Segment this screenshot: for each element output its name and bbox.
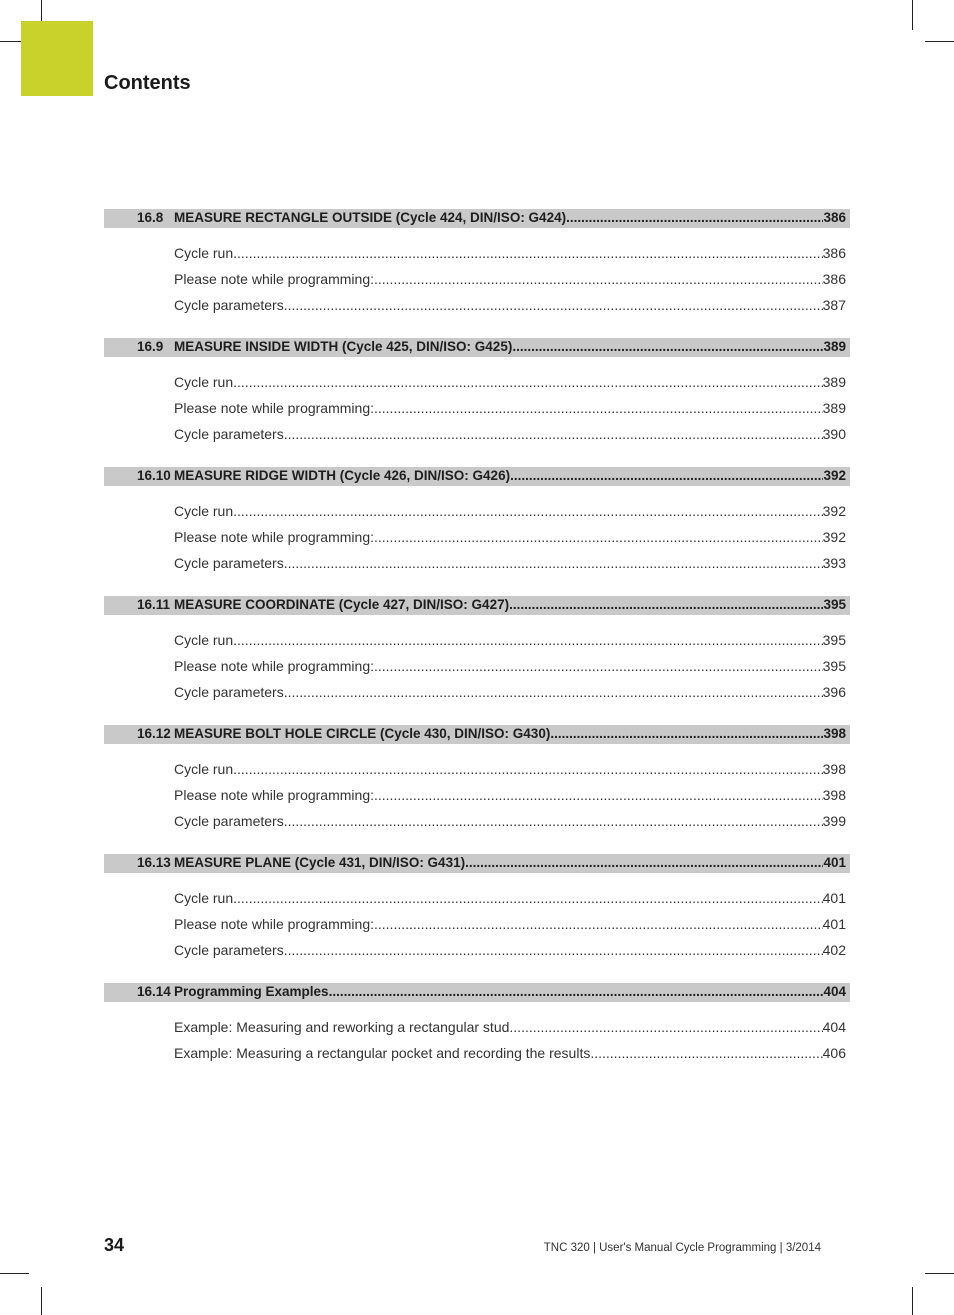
toc-entry[interactable] — [174, 916, 846, 942]
entry-title: Cycle parameters — [174, 813, 284, 829]
toc-entry[interactable] — [174, 374, 846, 400]
entry-page-number: 395 — [822, 632, 846, 648]
toc-entry[interactable] — [174, 1019, 846, 1045]
entry-title: Cycle run — [174, 890, 234, 906]
toc-section — [104, 983, 850, 1086]
crop-mark — [0, 41, 21, 42]
section-page-number: 389 — [823, 339, 846, 354]
entry-title: Cycle run — [174, 374, 234, 390]
entry-page-number: 387 — [822, 297, 846, 313]
section-number: 16.11 — [137, 597, 171, 612]
entry-title: Cycle parameters — [174, 555, 284, 571]
toc-section-heading[interactable] — [104, 983, 850, 1002]
dot-leader — [284, 942, 823, 958]
dot-leader — [509, 597, 823, 612]
toc-section — [104, 467, 850, 596]
entry-title: Please note while programming: — [174, 271, 374, 287]
section-page-number: 395 — [823, 597, 846, 612]
dot-leader — [233, 890, 823, 906]
section-page-number: 398 — [823, 726, 846, 741]
entry-page-number: 393 — [822, 555, 846, 571]
crop-mark — [925, 41, 954, 42]
entry-page-number: 395 — [822, 658, 846, 674]
dot-leader — [284, 684, 823, 700]
crop-mark — [925, 1273, 954, 1274]
dot-leader — [374, 271, 823, 287]
toc-section — [104, 725, 850, 854]
toc-entry[interactable] — [174, 400, 846, 426]
entry-page-number: 401 — [822, 916, 846, 932]
section-title: MEASURE RECTANGLE OUTSIDE (Cycle 424, DIN/ISO: G424) — [174, 210, 567, 225]
crop-mark — [0, 1273, 29, 1274]
section-number: 16.8 — [137, 210, 164, 225]
section-title: MEASURE PLANE (Cycle 431, DIN/ISO: G431) — [174, 855, 466, 870]
dot-leader — [374, 787, 823, 803]
toc-section — [104, 854, 850, 983]
section-title: MEASURE RIDGE WIDTH (Cycle 426, DIN/ISO: G426) — [174, 468, 511, 483]
toc-section-heading[interactable] — [104, 209, 850, 228]
entry-page-number: 396 — [822, 684, 846, 700]
entry-page-number: 389 — [822, 400, 846, 416]
toc-entry[interactable] — [174, 684, 846, 710]
section-title: MEASURE COORDINATE (Cycle 427, DIN/ISO: G427) — [174, 597, 510, 612]
entry-title: Cycle parameters — [174, 684, 284, 700]
crop-mark — [41, 0, 42, 21]
toc-entry[interactable] — [174, 529, 846, 555]
dot-leader — [284, 555, 823, 571]
entry-title: Cycle run — [174, 761, 234, 777]
toc-entry[interactable] — [174, 297, 846, 323]
entry-page-number: 392 — [822, 529, 846, 545]
entry-page-number: 404 — [822, 1019, 846, 1035]
entry-title: Example: Measuring a rectangular pocket and recording the results — [174, 1045, 591, 1061]
entry-title: Please note while programming: — [174, 658, 374, 674]
toc-entry[interactable] — [174, 503, 846, 529]
entry-title: Example: Measuring and reworking a rectangular stud — [174, 1019, 510, 1035]
entry-title: Cycle parameters — [174, 426, 284, 442]
section-page-number: 392 — [823, 468, 846, 483]
entry-page-number: 402 — [822, 942, 846, 958]
toc-section — [104, 596, 850, 725]
entry-page-number: 398 — [822, 787, 846, 803]
toc-entry[interactable] — [174, 787, 846, 813]
section-title: MEASURE INSIDE WIDTH (Cycle 425, DIN/ISO: G425) — [174, 339, 513, 354]
toc-section-heading[interactable] — [104, 338, 850, 357]
dot-leader — [374, 529, 823, 545]
dot-leader — [233, 374, 823, 390]
dot-leader — [284, 813, 823, 829]
toc-section-heading[interactable] — [104, 725, 850, 744]
dot-leader — [550, 726, 823, 741]
toc-entry[interactable] — [174, 658, 846, 684]
dot-leader — [284, 297, 823, 313]
entry-title: Cycle run — [174, 245, 234, 261]
entry-title: Please note while programming: — [174, 787, 374, 803]
toc-entry[interactable] — [174, 1045, 846, 1071]
toc-entry[interactable] — [174, 942, 846, 968]
toc-section-heading[interactable] — [104, 854, 850, 873]
dot-leader — [374, 916, 823, 932]
dot-leader — [233, 503, 823, 519]
crop-mark — [912, 1287, 913, 1315]
section-number: 16.14 — [137, 984, 171, 999]
section-title: Programming Examples — [174, 984, 329, 999]
toc-entry[interactable] — [174, 813, 846, 839]
dot-leader — [512, 339, 823, 354]
entry-title: Cycle run — [174, 503, 234, 519]
entry-page-number: 406 — [822, 1045, 846, 1061]
section-title: MEASURE BOLT HOLE CIRCLE (Cycle 430, DIN/ISO: G430) — [174, 726, 551, 741]
dot-leader — [233, 245, 823, 261]
toc-entry[interactable] — [174, 632, 846, 658]
toc-section-heading[interactable] — [104, 596, 850, 615]
section-page-number: 404 — [823, 984, 846, 999]
entry-page-number: 390 — [822, 426, 846, 442]
toc-entry[interactable] — [174, 426, 846, 452]
section-number: 16.12 — [137, 726, 171, 741]
section-number: 16.9 — [137, 339, 164, 354]
footer-text: TNC 320 | User's Manual Cycle Programming | 3/2014 — [543, 1242, 821, 1254]
toc-entry[interactable] — [174, 555, 846, 581]
chapter-color-tab — [21, 21, 93, 96]
entry-title: Cycle parameters — [174, 297, 284, 313]
entry-title: Cycle parameters — [174, 942, 284, 958]
section-page-number: 401 — [823, 855, 846, 870]
section-page-number: 386 — [823, 210, 846, 225]
entry-title: Please note while programming: — [174, 400, 374, 416]
toc-entry[interactable] — [174, 271, 846, 297]
crop-mark — [41, 1287, 42, 1315]
entry-title: Cycle run — [174, 632, 234, 648]
section-number: 16.10 — [137, 468, 171, 483]
entry-page-number: 398 — [822, 761, 846, 777]
page-title: Contents — [104, 72, 191, 94]
dot-leader — [233, 632, 823, 648]
entry-title: Please note while programming: — [174, 529, 374, 545]
table-of-contents — [104, 209, 850, 1086]
entry-page-number: 386 — [822, 245, 846, 261]
crop-mark — [912, 0, 913, 30]
dot-leader — [284, 426, 823, 442]
toc-section-heading[interactable] — [104, 467, 850, 486]
dot-leader — [465, 855, 823, 870]
entry-page-number: 401 — [822, 890, 846, 906]
dot-leader — [566, 210, 823, 225]
page-number: 34 — [104, 1235, 125, 1255]
toc-section — [104, 209, 850, 338]
entry-page-number: 389 — [822, 374, 846, 390]
entry-page-number: 392 — [822, 503, 846, 519]
dot-leader — [590, 1045, 822, 1061]
dot-leader — [329, 984, 824, 999]
dot-leader — [374, 658, 823, 674]
dot-leader — [374, 400, 823, 416]
entry-page-number: 386 — [822, 271, 846, 287]
entry-title: Please note while programming: — [174, 916, 374, 932]
dot-leader — [510, 468, 823, 483]
toc-entry[interactable] — [174, 761, 846, 787]
toc-entry[interactable] — [174, 245, 846, 271]
toc-entry[interactable] — [174, 890, 846, 916]
entry-page-number: 399 — [822, 813, 846, 829]
dot-leader — [233, 761, 823, 777]
toc-section — [104, 338, 850, 467]
dot-leader — [509, 1019, 822, 1035]
section-number: 16.13 — [137, 855, 171, 870]
